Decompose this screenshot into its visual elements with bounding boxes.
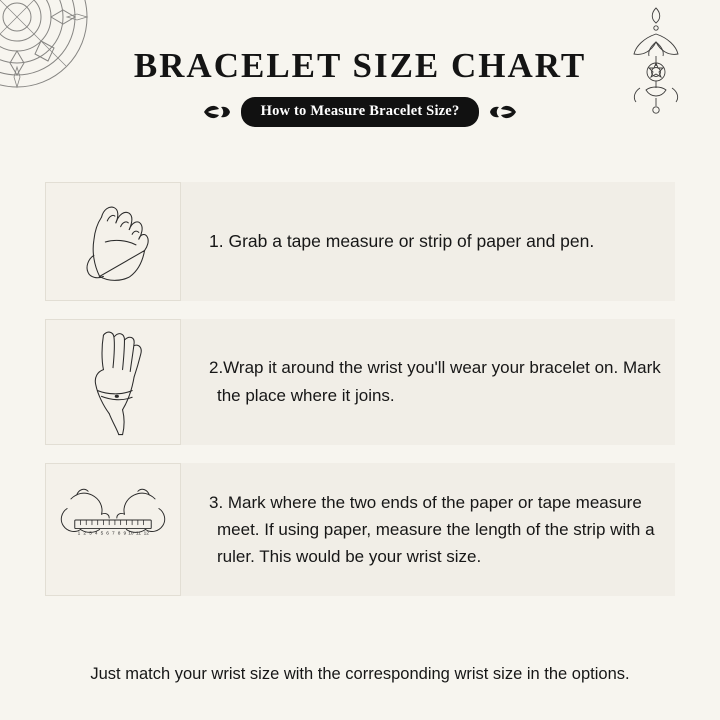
step-text [181,319,720,445]
svg-text:2: 2 [83,530,87,536]
step-text [181,182,720,301]
subtitle-pill: How to Measure Bracelet Size? [241,97,480,127]
subtitle-row [0,97,720,127]
svg-text:5: 5 [100,530,104,536]
step-item [0,463,720,596]
leaf-flourish-left-icon [202,101,232,123]
svg-text:8: 8 [117,530,121,536]
svg-text:12: 12 [143,530,149,536]
svg-text:1: 1 [77,530,81,536]
page-title: BRACELET SIZE CHART [133,46,587,85]
steps-list [0,182,720,614]
step-item [0,182,720,301]
leaf-flourish-right-icon [488,101,518,123]
step-item [0,319,720,445]
svg-text:7: 7 [112,530,115,536]
step-text-3: 3. Mark where the two ends of the paper or tape measure meet. If using paper, measure the length of the strip with a ruler. This would be your wrist size. [209,492,655,567]
step-illustration-2 [45,319,181,445]
svg-text:3: 3 [89,530,92,536]
step-text [181,463,720,596]
svg-text:4: 4 [94,530,98,536]
step-text-1: 1. Grab a tape measure or strip of paper and pen. [209,231,595,252]
svg-text:11: 11 [135,530,141,536]
footer-note: Just match your wrist size with the corresponding wrist size in the options. [90,665,630,683]
svg-text:6: 6 [106,530,109,536]
svg-text:9: 9 [123,530,127,536]
document-header [0,48,720,127]
step-text-2: 2.Wrap it around the wrist you'll wear your bracelet on. Mark the place where it joins. [209,358,661,405]
step-illustration-1 [45,182,181,301]
svg-text:10: 10 [128,530,134,536]
step-illustration-3 [45,463,181,596]
